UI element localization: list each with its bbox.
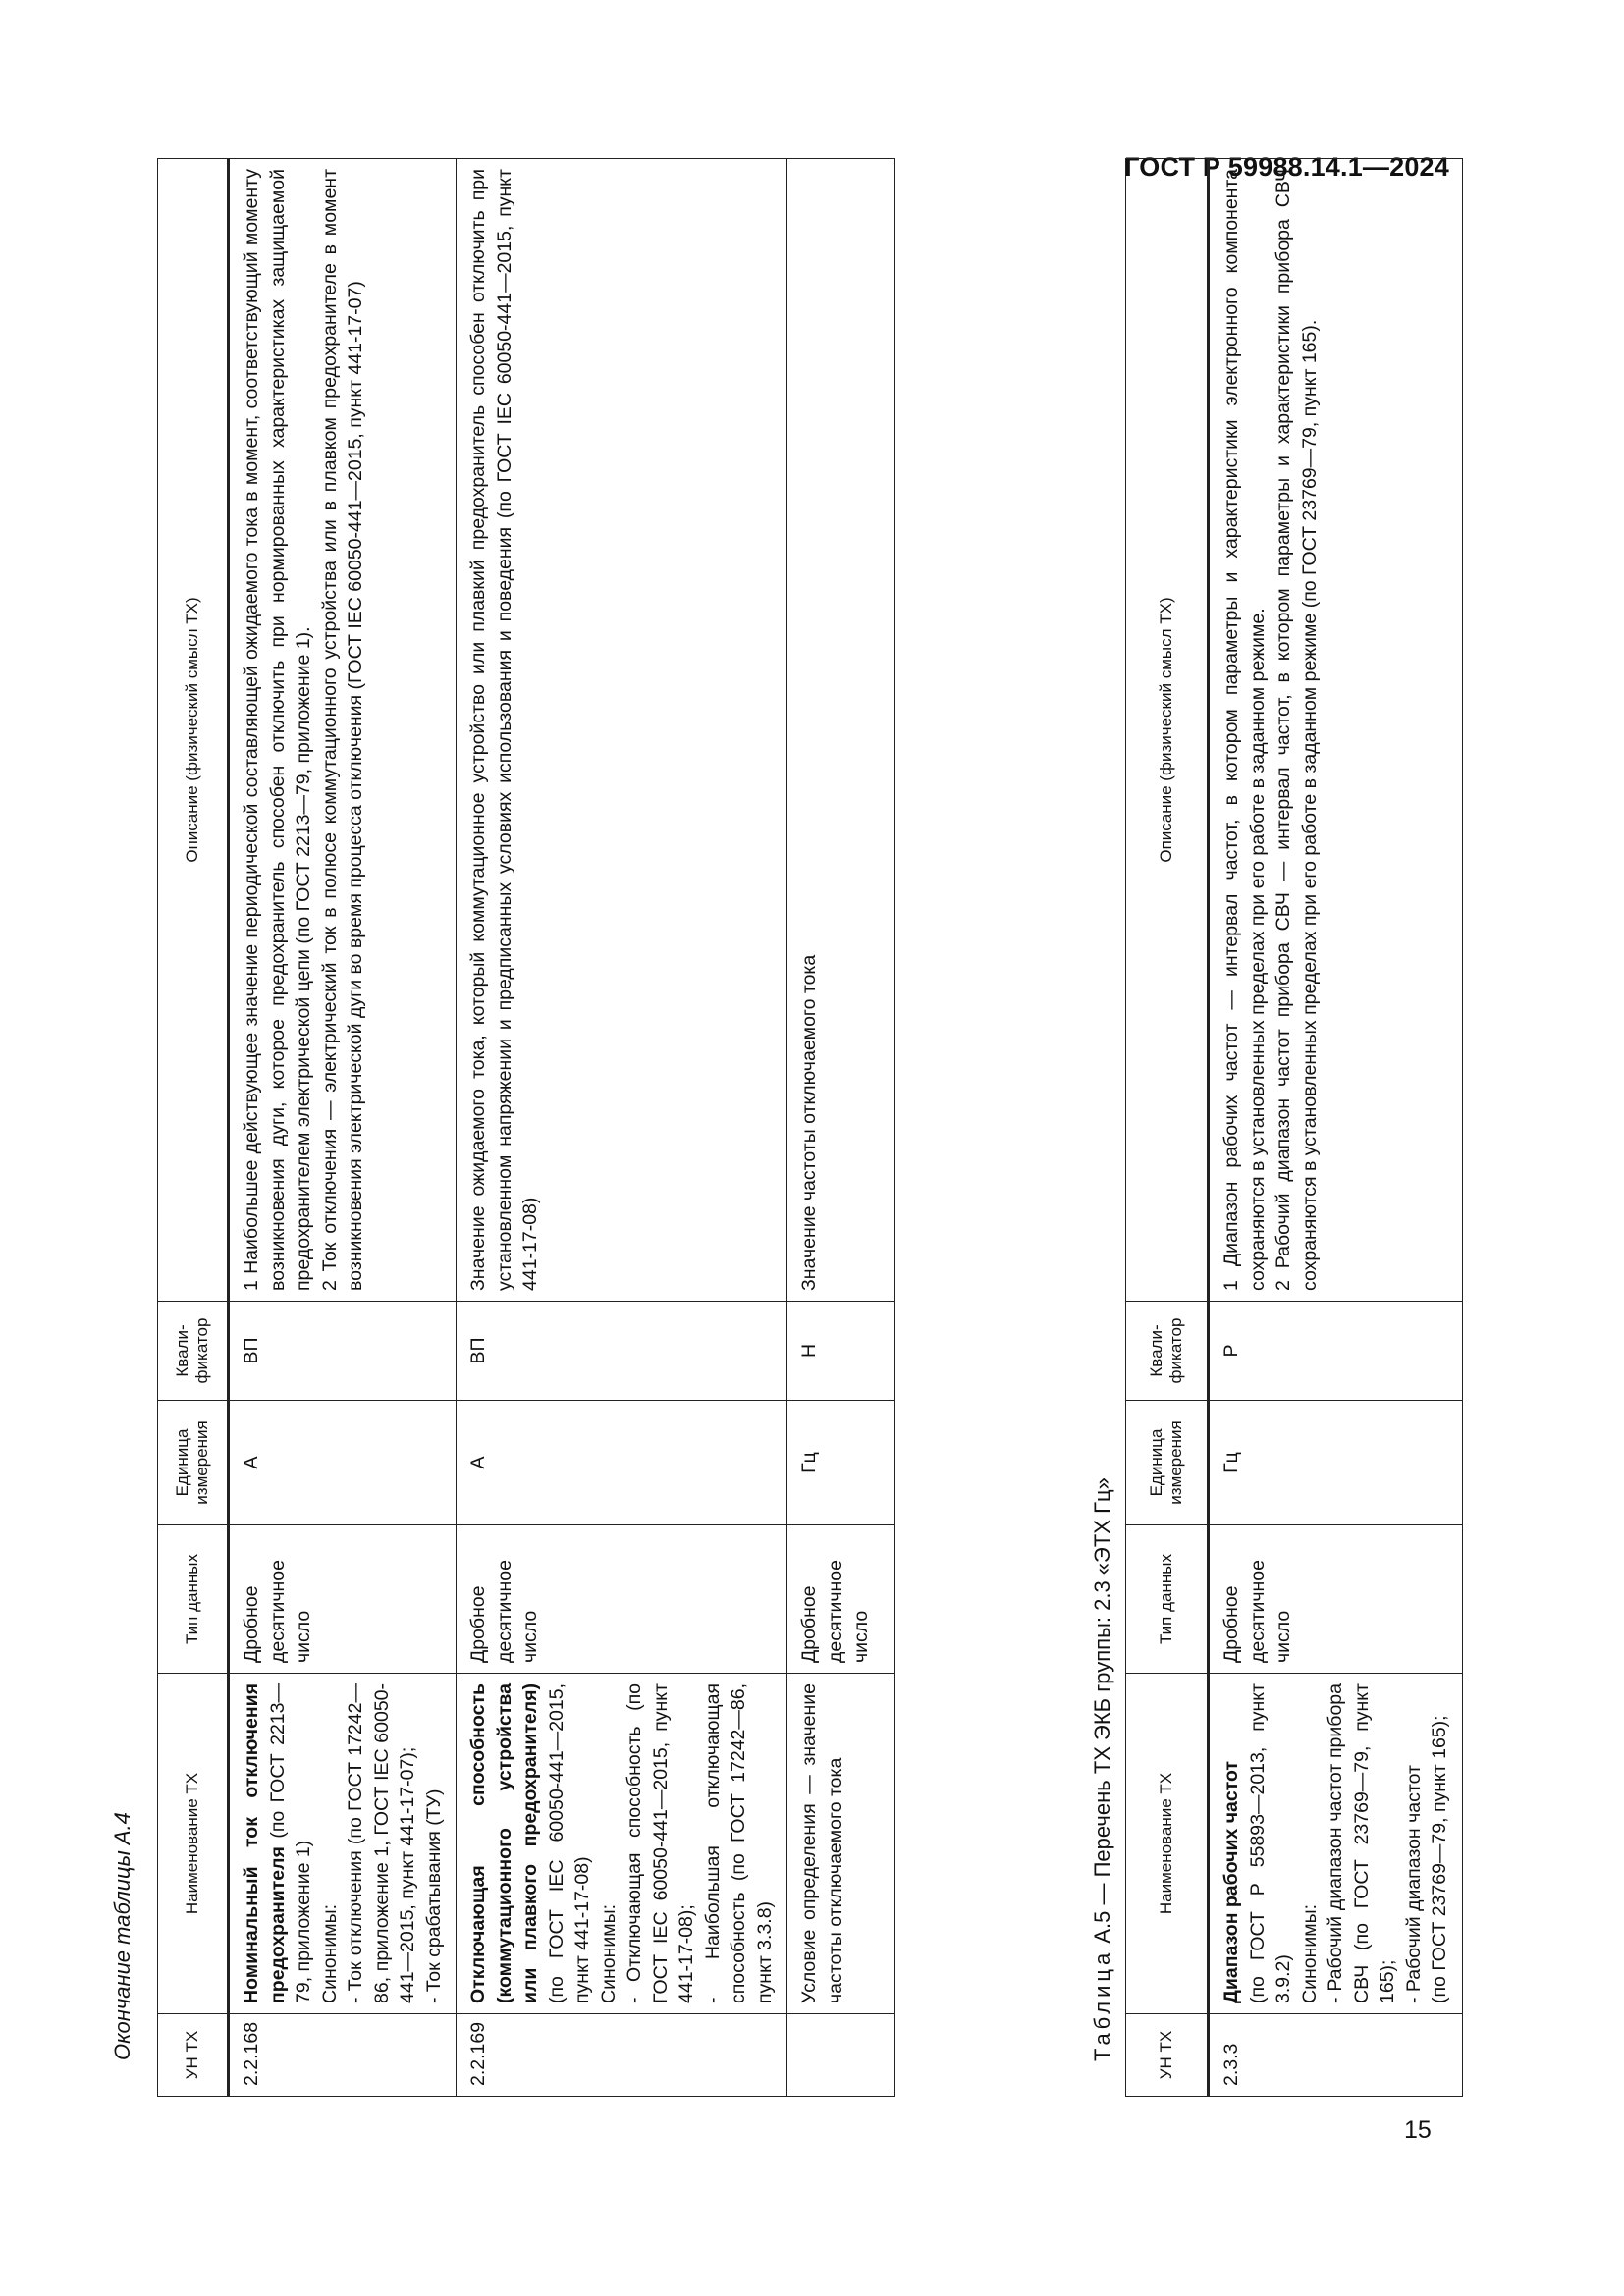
table-a5-header-row [1126,159,1209,2097]
cell-unit: А [457,1401,787,1525]
table-a4-header-row [158,159,229,2097]
col-header-type: Тип данных [1126,1525,1209,1674]
cell-type: Дробное десятичное число [787,1525,895,1674]
name-bold: Отключающая способность (коммутационного устройства или плавкого предохранителя) [467,1683,541,2003]
name-synonyms: Синонимы: - Ток отключения (по ГОСТ 17242—86, приложение 1, ГОСТ IEC 60050-441—2015, пункт 441-17-07); - Ток срабатывания (ТУ) [318,1683,445,2003]
col-header-description: Описание (физический смысл ТХ) [158,159,229,1302]
page-number: 15 [1404,2116,1432,2144]
caption-prefix: Таблица [1090,1949,1114,2061]
cell-type: Дробное десятичное число [229,1525,457,1674]
col-header-unit: Единица измерения [158,1401,229,1525]
name-rest: (по ГОСТ Р 55893—2013, пункт 3.9.2) [1246,1683,1294,2003]
col-header-name: Наименование ТХ [158,1674,229,2014]
table-a4 [157,158,895,2097]
cell-description: 1 Наибольшее действующее значение периодической составляющей ожидаемого тока в момент, соответствующий моменту возникновения дуги, которое предохранитель способен отключить при нормированных характеристиках защищаемой предохранителем электрической цепи (по ГОСТ 2213—79, приложение 1). 2 Ток отключения — электрический ток в полюсе коммутационного устройства или в плавком предохранителе в момент возникновения электрической дуги во время процесса отключения (ГОСТ IEC 60050-441—2015, пункт 441-17-07) [229,159,457,1302]
cell-name [229,1674,457,2014]
cell-qualifier: ВП [457,1302,787,1401]
cell-name [457,1674,787,2014]
col-header-description: Описание (физический смысл ТХ) [1126,159,1209,1302]
name-bold: Диапазон рабочих частот [1220,1761,1242,2003]
caption-rest: А.5 — Перечень ТХ ЭКБ группы: 2.3 «ЭТХ Гц» [1090,1477,1114,1949]
cell-qualifier: ВП [229,1302,457,1401]
cell-code: 2.3.3 [1209,2014,1463,2097]
cell-type: Дробное десятичное число [457,1525,787,1674]
cell-name: Условие определения — значение частоты отключаемого тока [787,1674,895,2014]
col-header-qualifier: Квали-фикатор [158,1302,229,1401]
cell-code: 2.2.169 [457,2014,787,2097]
document-header: ГОСТ Р 59988.14.1—2024 [1124,152,1449,182]
col-header-name: Наименование ТХ [1126,1674,1209,2014]
name-rest: (по ГОСТ 2213—79, приложение 1) [266,1683,314,2003]
cell-name [1209,1674,1463,2014]
name-synonyms: Синонимы: - Рабочий диапазон частот прибора СВЧ (по ГОСТ 23769—79, пункт 165); - Рабочий диапазон частот (по ГОСТ 23769—79, пункт 165); [1298,1683,1450,2003]
table-a4-caption: Окончание таблицы А.4 [110,1812,135,2060]
table-row [457,159,787,2097]
cell-unit: Гц [1209,1401,1463,1525]
name-synonyms: Синонимы: - Отключающая способность (по ГОСТ IEC 60050-441—2015, пункт 441-17-08); - Наибольшая отключающая способность (по ГОСТ 17242—86, пункт 3.3.8) [597,1683,776,2003]
name-bold: Номинальный ток отключения предохранителя [241,1683,289,2003]
cell-type: Дробное десятичное число [1209,1525,1463,1674]
name-rest: (по ГОСТ IEC 60050-441—2015, пункт 441-17-08) [545,1683,593,2003]
table-row [1209,159,1463,2097]
table-a5-caption [1090,1477,1115,2061]
cell-description: 1 Диапазон рабочих частот — интервал частот, в котором параметры и характеристики электронного компонента сохраняются в установленных пределах при его работе в заданном режиме. 2 Рабочий диапазон частот прибора СВЧ — интервал частот, в котором параметры и характеристики прибора СВЧ сохраняются в установленных пределах при его работе в заданном режиме (по ГОСТ 23769—79, пункт 165). [1209,159,1463,1302]
table-a5 [1125,158,1463,2097]
col-header-qualifier: Квали-фикатор [1126,1302,1209,1401]
table-row [787,159,895,2097]
col-header-unit: Единица измерения [1126,1401,1209,1525]
cell-unit: Гц [787,1401,895,1525]
cell-code: 2.2.168 [229,2014,457,2097]
cell-unit: А [229,1401,457,1525]
cell-description: Значение ожидаемого тока, который коммутационное устройство или плавкий предохранитель способен отключить при установленном напряжении и предписанных условиях использования и поведения (по ГОСТ IEC 60050-441—2015, пункт 441-17-08) [457,159,787,1302]
col-header-type: Тип данных [158,1525,229,1674]
table-row [229,159,457,2097]
cell-qualifier: Р [1209,1302,1463,1401]
col-header-code: УН ТХ [158,2014,229,2097]
col-header-code: УН ТХ [1126,2014,1209,2097]
cell-qualifier: Н [787,1302,895,1401]
cell-code [787,2014,895,2097]
cell-description: Значение частоты отключаемого тока [787,159,895,1302]
